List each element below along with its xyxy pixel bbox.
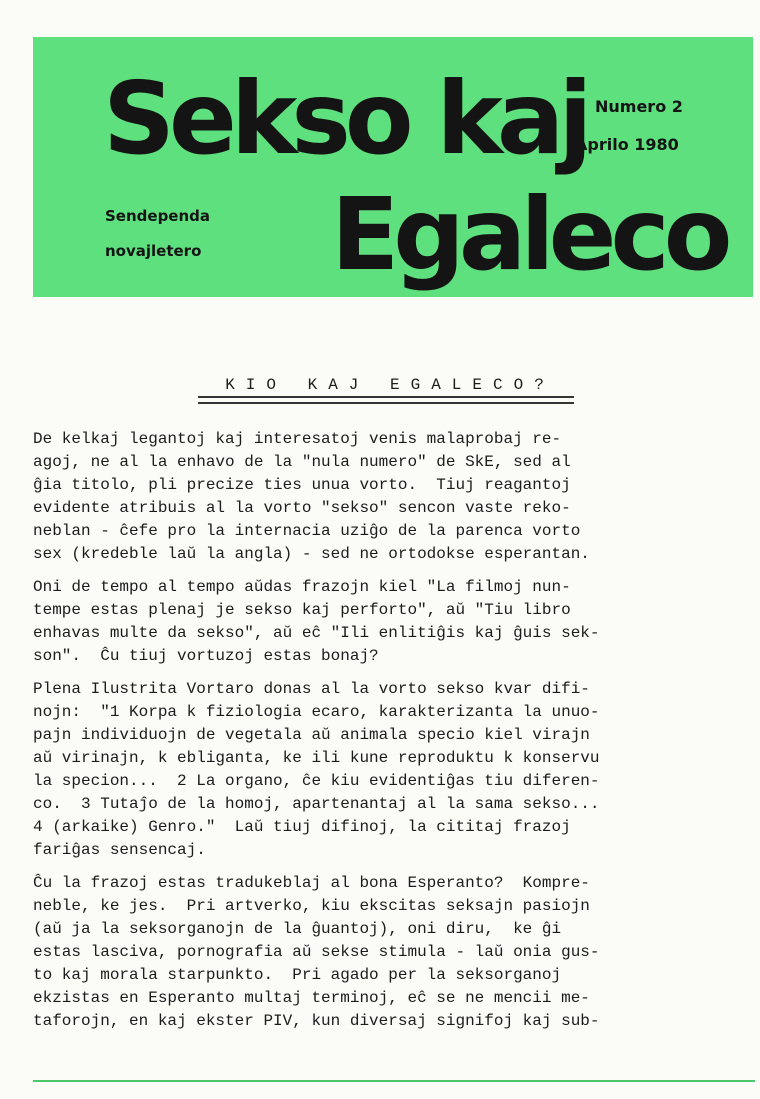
text-line: (aŭ ja la seksorganojn de la ĝuantoj), oni diru, ke ĝi <box>33 920 562 938</box>
bottom-green-rule <box>33 1080 755 1082</box>
text-line: aŭ virinajn, k ebliganta, ke ili kune reproduktu k konservu <box>33 749 600 767</box>
paragraph-3 <box>33 678 753 862</box>
text-line: tempe estas plenaj je sekso kaj perforto", aŭ "Tiu libro <box>33 601 571 619</box>
paragraph-1 <box>33 428 753 566</box>
issue-date: Aprilo 1980 <box>575 135 679 154</box>
text-line: enhavas multe da sekso", aŭ eĉ "Ili enlitiĝis kaj ĝuis sek- <box>33 624 600 642</box>
text-line: co. 3 Tutaĵo de la homoj, apartenantaj al la sama sekso... <box>33 795 600 813</box>
text-line: to kaj morala starpunkto. Pri agado per la seksorganoj <box>33 966 562 984</box>
paragraph-2 <box>33 576 753 668</box>
text-line: neble, ke jes. Pri artverko, kiu ekscitas seksajn pasiojn <box>33 897 590 915</box>
paragraph-4 <box>33 872 753 1033</box>
text-line: son". Ĉu tiuj vortuzoj estas bonaj? <box>33 647 379 665</box>
text-line: ekzistas en Esperanto multaj terminoj, eĉ se ne mencii me- <box>33 989 590 1007</box>
text-line: evidente atribuis al la vorto "sekso" sencon vaste reko- <box>33 499 571 517</box>
text-line: 4 (arkaike) Genro." Laŭ tiuj difinoj, la cititaj frazoj <box>33 818 571 836</box>
text-line: pajn individuojn de vegetala aŭ animala specio kiel virajn <box>33 726 590 744</box>
text-line: Ĉu la frazoj estas tradukeblaj al bona Esperanto? Kompre- <box>33 874 590 892</box>
article-body <box>33 428 753 1043</box>
text-line: ĝia titolo, pli precize ties unua vorto. Tiuj reagantoj <box>33 476 571 494</box>
article-heading: KIO KAJ EGALECO? <box>225 376 555 394</box>
text-line: nojn: "1 Korpa k fiziologia ecaro, karakterizanta la unuo- <box>33 703 600 721</box>
newsletter-subtitle-line2: novajletero <box>105 242 202 260</box>
text-line: taforojn, en kaj ekster PIV, kun diversaj signifoj kaj sub- <box>33 1012 600 1030</box>
text-line: estas lasciva, pornografia aŭ sekse stimula - laŭ onia gus- <box>33 943 600 961</box>
masthead-banner <box>33 37 753 297</box>
heading-double-underline <box>198 396 574 404</box>
text-line: De kelkaj legantoj kaj interesatoj venis malaprobaj re- <box>33 430 562 448</box>
newsletter-subtitle-line1: Sendependa <box>105 207 211 225</box>
text-line: sex (kredeble laŭ la angla) - sed ne ortodokse esperantan. <box>33 545 590 563</box>
text-line: neblan - ĉefe pro la internacia uziĝo de la parenca vorto <box>33 522 581 540</box>
newsletter-title-line2: Egaleco <box>331 176 727 293</box>
text-line: agoj, ne al la enhavo de la "nula numero" de SkE, sed al <box>33 453 571 471</box>
newsletter-title-line1: Sekso kaj <box>103 60 587 177</box>
text-line: fariĝas sensencaj. <box>33 841 206 859</box>
issue-number: Numero 2 <box>595 97 683 116</box>
text-line: Oni de tempo al tempo aŭdas frazojn kiel "La filmoj nun- <box>33 578 571 596</box>
text-line: la specion... 2 La organo, ĉe kiu evidentiĝas tiu diferen- <box>33 772 600 790</box>
text-line: Plena Ilustrita Vortaro donas al la vorto sekso kvar difi- <box>33 680 590 698</box>
